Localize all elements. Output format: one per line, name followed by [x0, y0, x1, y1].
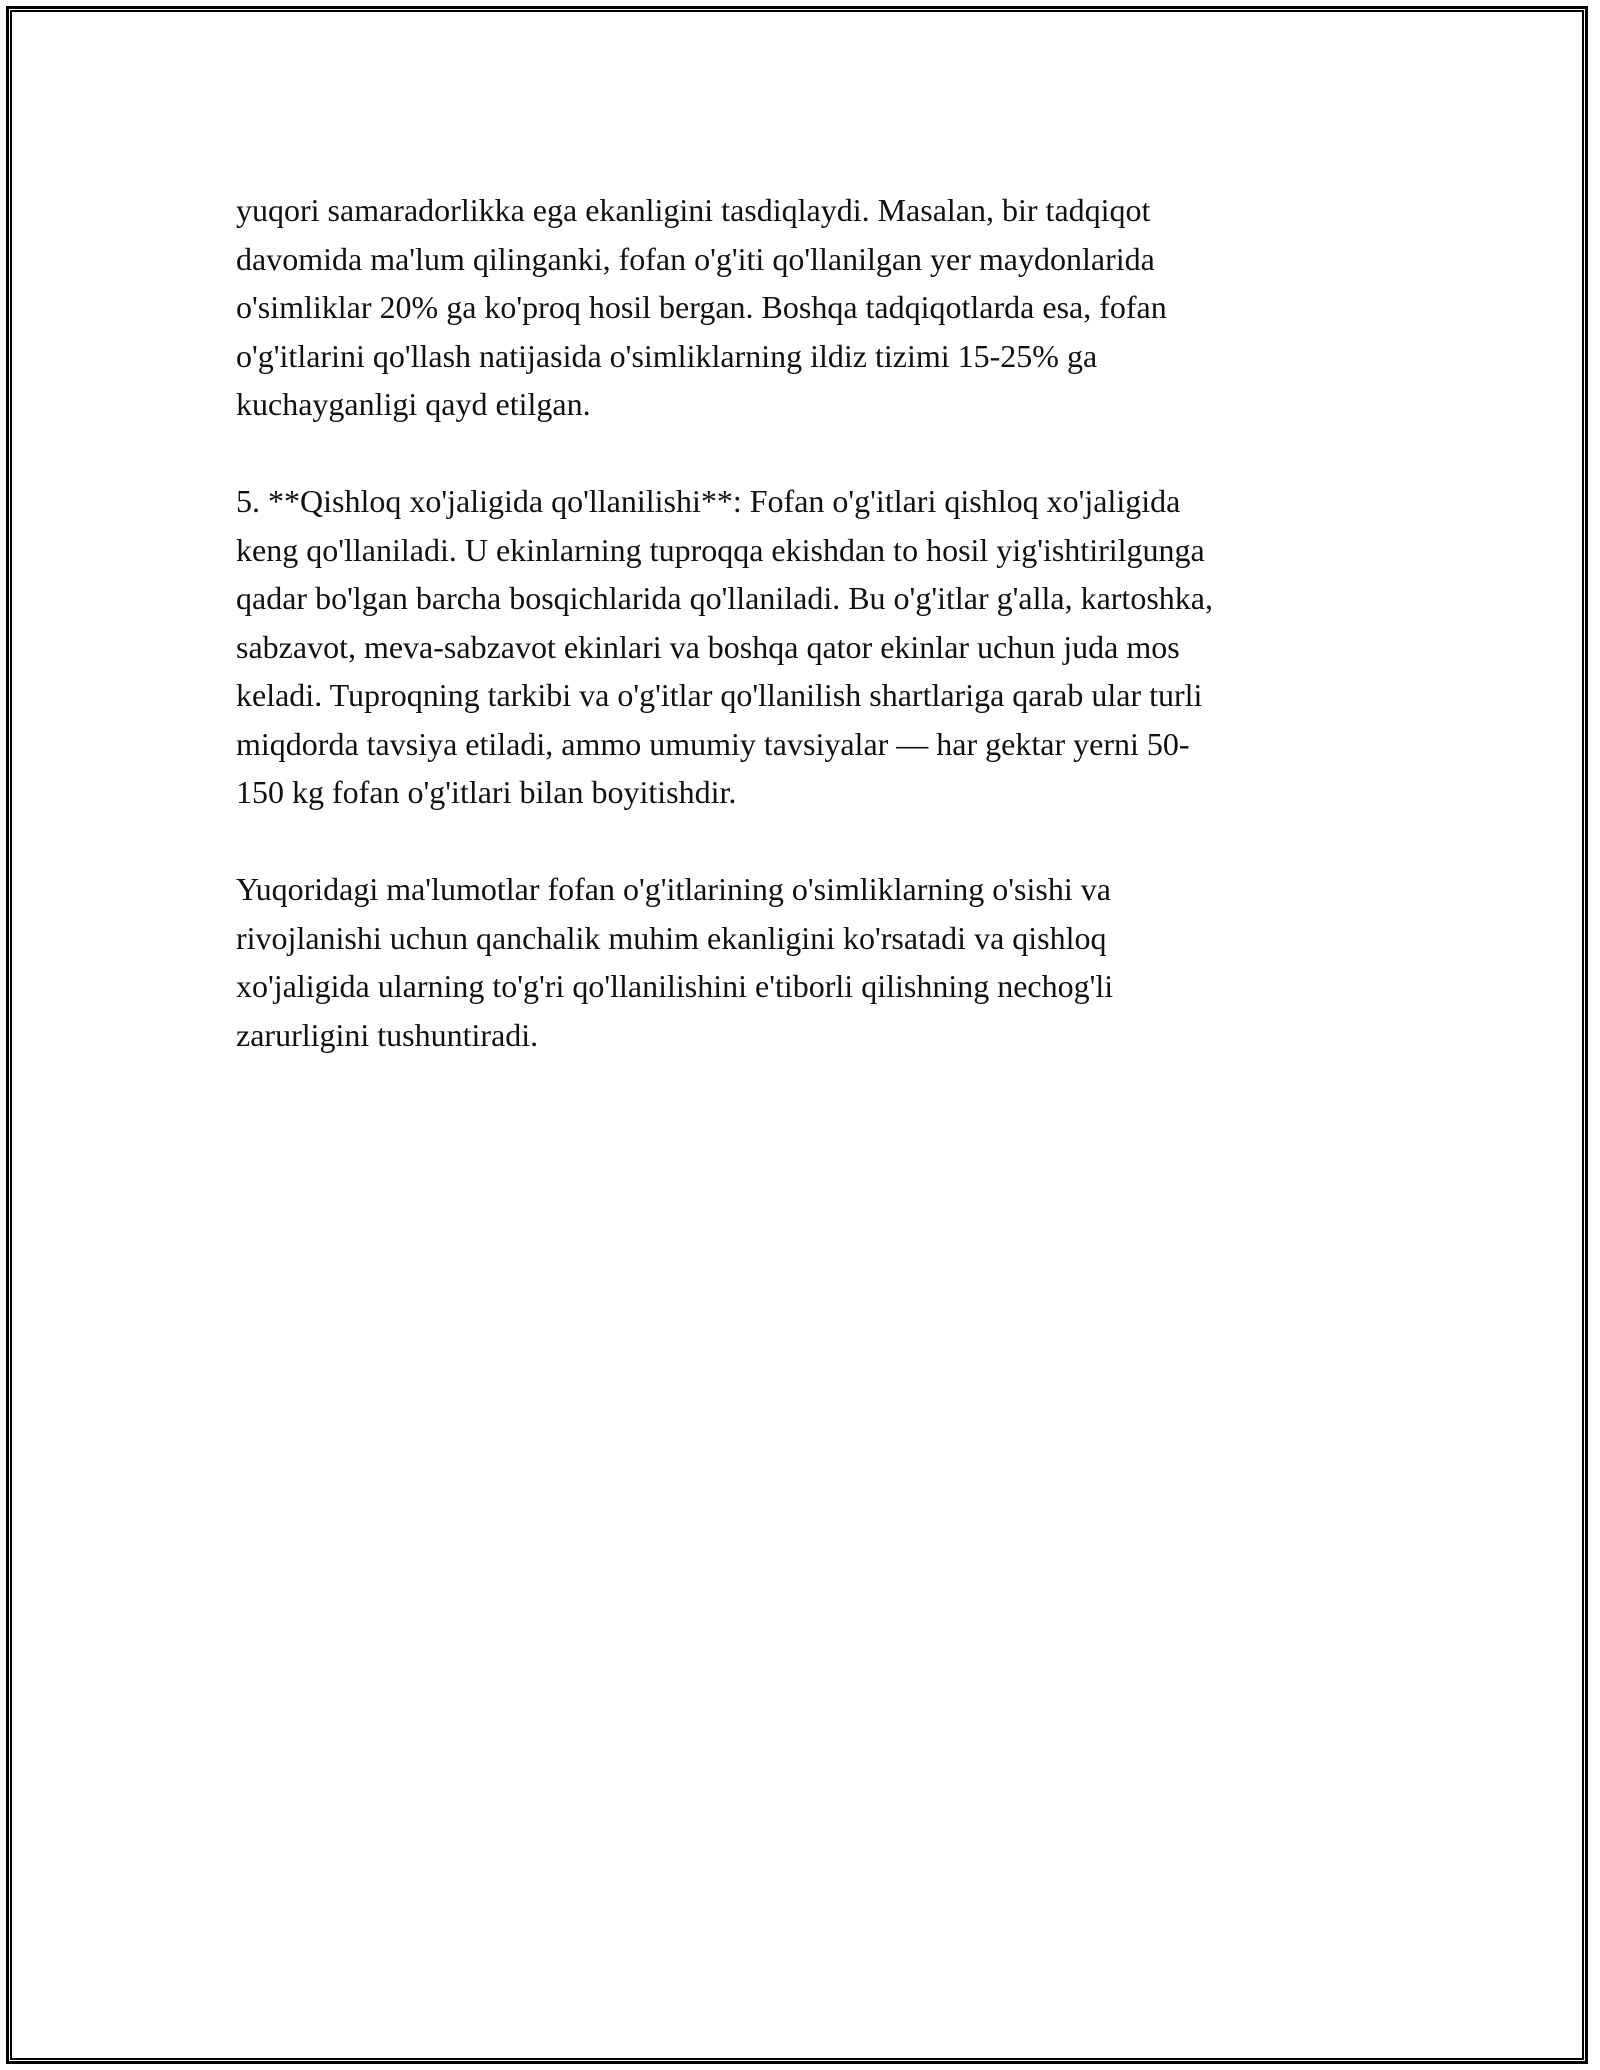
paragraph-results: yuqori samaradorlikka ega ekanligini tasdiqlaydi. Masalan, bir tadqiqot davomida ma'lum qilinganki, fofan o'g'iti qo'llanilgan yer maydonlarida o'simliklar 20% ga ko'proq hosil bergan. Boshqa tadqiqotlarda esa, fofan o'g'itlarini qo'llash natijasida o'simliklarning ildiz tizimi 15-25% ga kuchayganligi qayd etilgan.: [236, 192, 1167, 422]
paragraph-agriculture-use: 5. **Qishloq xo'jaligida qo'llanilishi**: Fofan o'g'itlari qishloq xo'jaligida keng qo'llaniladi. U ekinlarning tuproqqa ekishdan to hosil yig'ishtirilgunga qadar bo'lgan barcha bosqichlarida qo'llaniladi. Bu o'g'itlar g'alla, kartoshka, sabzavot, meva-sabzavot ekinlari va boshqa qator ekinlar uchun juda mos keladi. Tuproqning tarkibi va o'g'itlar qo'llanilish shartlariga qarab ular turli miqdorda tavsiya etiladi, ammo umumiy tavsiyalar — har gektar yerni 50- 150 kg fofan o'g'itlari bilan boyitishdir.: [236, 483, 1213, 810]
paragraph-conclusion: Yuqoridagi ma'lumotlar fofan o'g'itlarining o'simliklarning o'sishi va rivojlanishi uchun qanchalik muhim ekanligini ko'rsatadi va qishloq xo'jaligida ularning to'g'ri qo'llanilishini e'tiborli qilishning nechog'li zarurligini tushuntiradi.: [236, 871, 1114, 1053]
document-body: [236, 186, 1366, 1108]
